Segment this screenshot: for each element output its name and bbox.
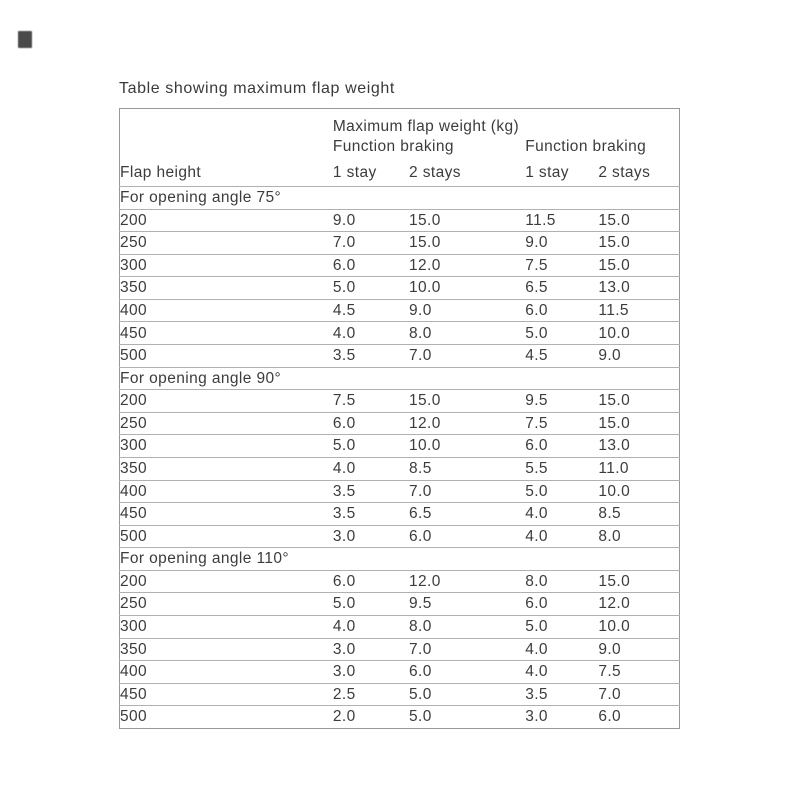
table-row (120, 254, 680, 277)
weight-cell: 6.5 (525, 277, 598, 300)
weight-cell: 4.0 (525, 638, 598, 661)
weight-cell: 15.0 (409, 232, 525, 255)
weight-cell: 8.0 (409, 322, 525, 345)
flap-height-cell: 350 (120, 277, 333, 300)
weight-cell: 15.0 (409, 390, 525, 413)
weight-cell: 10.0 (598, 480, 679, 503)
weight-cell: 3.5 (333, 345, 409, 368)
table-row (120, 661, 680, 684)
table-row (120, 299, 680, 322)
weight-cell: 15.0 (598, 412, 679, 435)
table-row (120, 412, 680, 435)
section-label: For opening angle 90° (120, 367, 680, 390)
weight-cell: 7.5 (525, 412, 598, 435)
function-braking-group-1: Function braking (332, 138, 454, 156)
weight-cell: 13.0 (598, 435, 679, 458)
weight-cell: 15.0 (598, 390, 679, 413)
table-row (120, 525, 680, 548)
flap-height-cell: 200 (120, 570, 333, 593)
table-row (120, 638, 680, 661)
weight-cell: 4.0 (525, 525, 598, 548)
weight-cell: 7.5 (333, 390, 409, 413)
table-row (120, 390, 680, 413)
flap-height-cell: 250 (120, 593, 333, 616)
weight-cell: 3.5 (333, 480, 409, 503)
weight-cell: 8.0 (598, 525, 679, 548)
weight-cell: 6.0 (333, 254, 409, 277)
weight-cell: 7.0 (409, 345, 525, 368)
weight-cell: 15.0 (598, 570, 679, 593)
flap-height-cell: 350 (120, 457, 333, 480)
weight-cell: 7.5 (525, 254, 598, 277)
flap-height-cell: 500 (120, 345, 333, 368)
flap-height-label: Flap height (120, 163, 202, 181)
weight-cell: 4.0 (333, 322, 409, 345)
column-label-1-stay: 1 stay (332, 163, 377, 181)
header-empty-cell (120, 136, 333, 159)
weight-cell: 5.0 (525, 480, 598, 503)
weight-cell: 15.0 (598, 254, 679, 277)
flap-height-cell: 400 (120, 661, 333, 684)
section-header-row (120, 548, 680, 571)
table-row (120, 593, 680, 616)
flap-height-cell: 450 (120, 322, 333, 345)
function-braking-group-2: Function braking (525, 138, 647, 156)
weight-cell: 3.0 (333, 638, 409, 661)
table-row (120, 480, 680, 503)
flap-height-cell: 200 (120, 390, 333, 413)
table-row (120, 209, 680, 232)
weight-cell: 7.0 (333, 232, 409, 255)
weight-cell: 9.0 (409, 299, 525, 322)
table-row (120, 345, 680, 368)
page-title: Table showing maximum flap weight (119, 80, 395, 97)
weight-cell: 9.5 (409, 593, 525, 616)
weight-cell: 8.0 (409, 615, 525, 638)
weight-cell: 5.0 (333, 435, 409, 458)
weight-cell: 4.0 (333, 457, 409, 480)
flap-height-cell: 250 (120, 232, 333, 255)
weight-cell: 3.5 (525, 683, 598, 706)
table-row (120, 232, 680, 255)
weight-cell: 12.0 (598, 593, 679, 616)
header-empty-cell (120, 109, 333, 136)
section-label: For opening angle 110° (120, 548, 680, 571)
weight-cell: 6.0 (333, 570, 409, 593)
weight-cell: 7.0 (409, 638, 525, 661)
weight-cell: 9.0 (598, 345, 679, 368)
weight-cell: 3.0 (333, 525, 409, 548)
table-row (120, 570, 680, 593)
weight-cell: 4.5 (525, 345, 598, 368)
weight-cell: 9.5 (525, 390, 598, 413)
scan-mark (18, 31, 32, 48)
weight-cell: 6.0 (409, 661, 525, 684)
weight-cell: 9.0 (525, 232, 598, 255)
flap-height-cell: 250 (120, 412, 333, 435)
weight-cell: 6.0 (525, 299, 598, 322)
weight-cell: 6.0 (525, 593, 598, 616)
weight-cell: 4.0 (333, 615, 409, 638)
flap-height-cell: 200 (120, 209, 333, 232)
flap-height-cell: 350 (120, 638, 333, 661)
weight-cell: 11.5 (598, 299, 679, 322)
column-label-2-stays: 2 stays (598, 163, 651, 181)
weight-cell: 6.0 (333, 412, 409, 435)
weight-cell: 6.0 (409, 525, 525, 548)
flap-height-cell: 300 (120, 615, 333, 638)
weight-cell: 15.0 (598, 209, 679, 232)
flap-height-cell: 400 (120, 299, 333, 322)
weight-cell: 5.0 (333, 593, 409, 616)
weight-cell: 5.5 (525, 457, 598, 480)
flap-height-cell: 450 (120, 503, 333, 526)
table-header (120, 109, 680, 187)
weight-cell: 11.0 (598, 457, 679, 480)
weight-cell: 5.0 (525, 615, 598, 638)
weight-cell: 5.0 (409, 706, 525, 729)
weight-cell: 4.5 (333, 299, 409, 322)
weight-cell: 15.0 (409, 209, 525, 232)
weight-cell: 7.0 (409, 480, 525, 503)
weight-cell: 2.5 (333, 683, 409, 706)
weight-cell: 5.0 (333, 277, 409, 300)
flap-height-cell: 400 (120, 480, 333, 503)
weight-cell: 12.0 (409, 254, 525, 277)
weight-cell: 10.0 (598, 615, 679, 638)
table-row (120, 322, 680, 345)
weight-cell: 10.0 (409, 435, 525, 458)
weight-cell: 15.0 (598, 232, 679, 255)
header-row-groups (120, 136, 680, 159)
flap-height-cell: 500 (120, 706, 333, 729)
weight-cell: 12.0 (409, 412, 525, 435)
weight-cell: 9.0 (598, 638, 679, 661)
weight-cell: 8.5 (598, 503, 679, 526)
table-row (120, 706, 680, 729)
weight-cell: 10.0 (409, 277, 525, 300)
weight-cell: 6.5 (409, 503, 525, 526)
weight-cell: 8.5 (409, 457, 525, 480)
weight-cell: 10.0 (598, 322, 679, 345)
weight-cell: 3.0 (525, 706, 598, 729)
table-row (120, 457, 680, 480)
weight-cell: 5.0 (525, 322, 598, 345)
section-label: For opening angle 75° (120, 187, 680, 210)
column-label-2-stays: 2 stays (409, 163, 461, 181)
weight-cell: 4.0 (525, 503, 598, 526)
table-row (120, 615, 680, 638)
weight-cell: 9.0 (333, 209, 409, 232)
table-row (120, 503, 680, 526)
header-row-spanning (120, 109, 680, 136)
weight-cell: 2.0 (333, 706, 409, 729)
flap-height-cell: 450 (120, 683, 333, 706)
weight-cell: 5.0 (409, 683, 525, 706)
weight-cell: 6.0 (525, 435, 598, 458)
column-label-1-stay: 1 stay (525, 163, 569, 181)
weight-cell: 3.0 (333, 661, 409, 684)
section-header-row (120, 187, 680, 210)
weight-cell: 11.5 (525, 209, 598, 232)
weight-cell: 13.0 (598, 277, 679, 300)
table-row (120, 435, 680, 458)
header-row-columns (120, 159, 680, 187)
table-row (120, 683, 680, 706)
flap-height-cell: 300 (120, 435, 333, 458)
weight-cell: 4.0 (525, 661, 598, 684)
weight-cell: 7.5 (598, 661, 679, 684)
flap-height-cell: 500 (120, 525, 333, 548)
flap-height-cell: 300 (120, 254, 333, 277)
weight-cell: 12.0 (409, 570, 525, 593)
table-row (120, 277, 680, 300)
section-header-row (120, 367, 680, 390)
weight-cell: 6.0 (598, 706, 679, 729)
table-body (120, 187, 680, 729)
weight-cell: 8.0 (525, 570, 598, 593)
spanning-title: Maximum flap weight (kg) (332, 118, 520, 135)
weight-cell: 3.5 (333, 503, 409, 526)
flap-weight-table (119, 108, 680, 729)
weight-cell: 7.0 (598, 683, 679, 706)
